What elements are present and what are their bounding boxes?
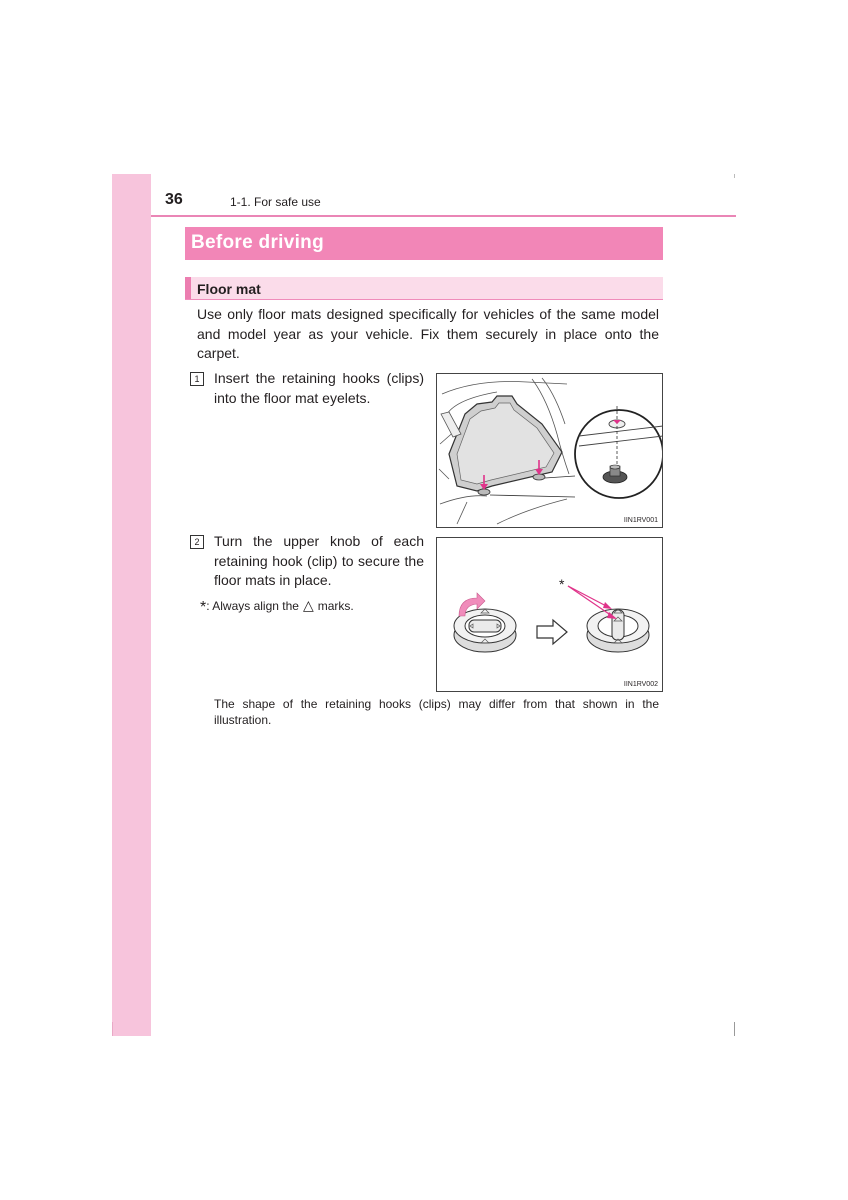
title-banner — [185, 227, 663, 260]
step-number-box: 2 — [190, 535, 204, 549]
figure-code: IIN1RV001 — [623, 517, 658, 524]
step-2 — [190, 532, 426, 594]
retaining-hook-illustration — [436, 537, 663, 692]
header-rule — [151, 215, 736, 217]
footnote: The shape of the retaining hooks (clips) may differ from that shown in the illustration. — [214, 697, 659, 727]
figure-code: IIN1RV002 — [623, 681, 658, 688]
step-text: Turn the upper knob of each retaining hook (clip) to secure the floor mats in place. — [214, 533, 424, 588]
triangle-mark-icon: △ — [302, 597, 314, 613]
crop-mark — [734, 174, 735, 178]
step-number-box: 1 — [190, 372, 204, 386]
side-tab — [112, 174, 151, 1036]
alignment-note — [200, 596, 354, 617]
note-star: * — [200, 599, 207, 616]
floor-mat-drawing — [437, 374, 663, 528]
floor-mat-illustration — [436, 373, 663, 528]
note-prefix: : Always align the — [206, 599, 299, 613]
callout-star: * — [559, 576, 565, 592]
crop-mark — [734, 1022, 735, 1036]
page-number: 36 — [165, 191, 183, 208]
section-label: 1-1. For safe use — [230, 195, 321, 209]
intro-paragraph: Use only floor mats designed specifically for vehicles of the same model and model year as your vehicle. Fix them securely in place onto the carpet. — [197, 306, 659, 361]
subsection-accent — [185, 277, 191, 299]
crop-mark — [112, 1022, 113, 1036]
page-title: Before driving — [191, 232, 324, 253]
step-text: Insert the retaining hooks (clips) into the floor mat eyelets. — [214, 370, 424, 406]
subsection-banner — [185, 277, 663, 300]
note-suffix: marks. — [317, 599, 354, 613]
step-1 — [190, 369, 426, 411]
hook-drawing — [437, 538, 663, 692]
subsection-title: Floor mat — [197, 281, 261, 297]
